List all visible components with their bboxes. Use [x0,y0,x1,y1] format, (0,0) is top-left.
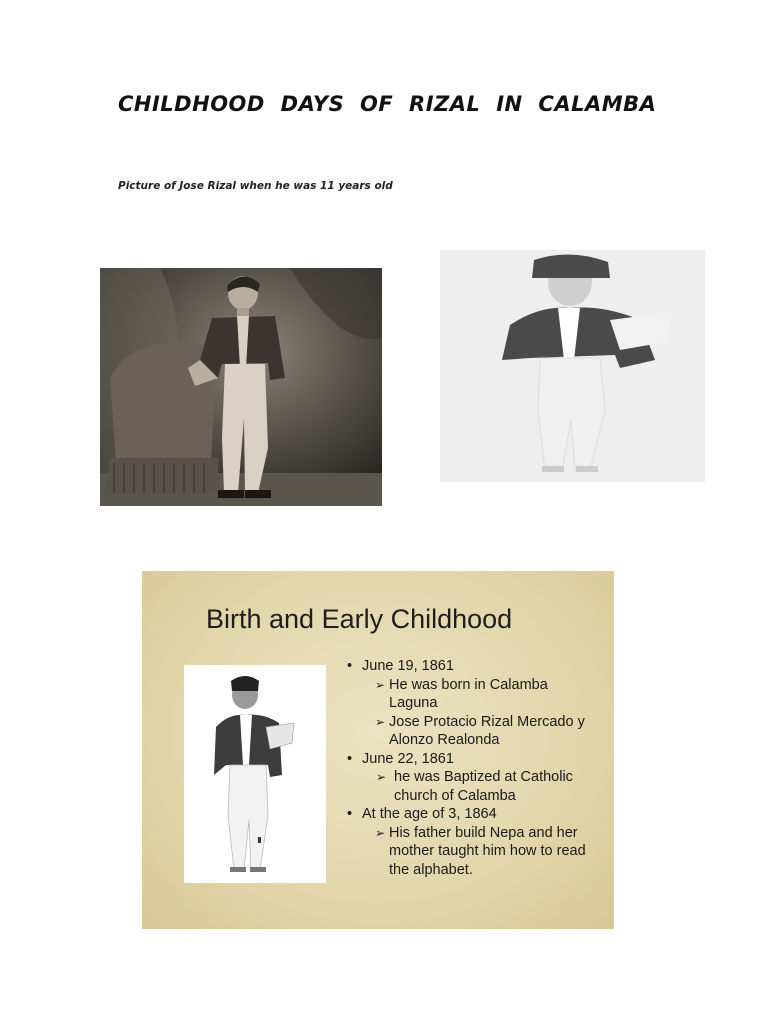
sub-bullet-item [362,768,597,805]
sub-bullet-item [362,824,597,880]
slide-birth-early-childhood [142,571,614,929]
bullet-item [345,657,597,750]
rizal-photo-faded [440,250,705,482]
slide-bullet-list [345,657,597,879]
sub-bullet-text: he was Baptized at Catholic church of Calamba [394,769,573,804]
rizal-photo-sepia [100,268,382,506]
bullet-text: June 22, 1861 [362,750,454,767]
bullet-item [345,750,597,806]
slide-rizal-photo [184,665,326,883]
sub-bullet-item [362,676,597,713]
sub-bullet-item [362,713,597,750]
bullet-text: June 19, 1861 [362,658,454,674]
photo-caption: Picture of Jose Rizal when he was 11 years old [118,180,393,192]
bullet-text: At the age of 3, 1864 [362,806,497,822]
sub-bullet-text: Jose Protacio Rizal Mercado y Alonzo Realonda [389,713,585,748]
sub-bullet-text: He was born in Calamba Laguna [389,676,548,711]
document-title: CHILDHOOD DAYS OF RIZAL IN CALAMBA [118,92,657,116]
sub-bullet-text: His father build Nepa and her mother taught him how to read the alphabet. [389,824,586,878]
bullet-item [345,805,597,879]
slide-title: Birth and Early Childhood [206,604,513,634]
